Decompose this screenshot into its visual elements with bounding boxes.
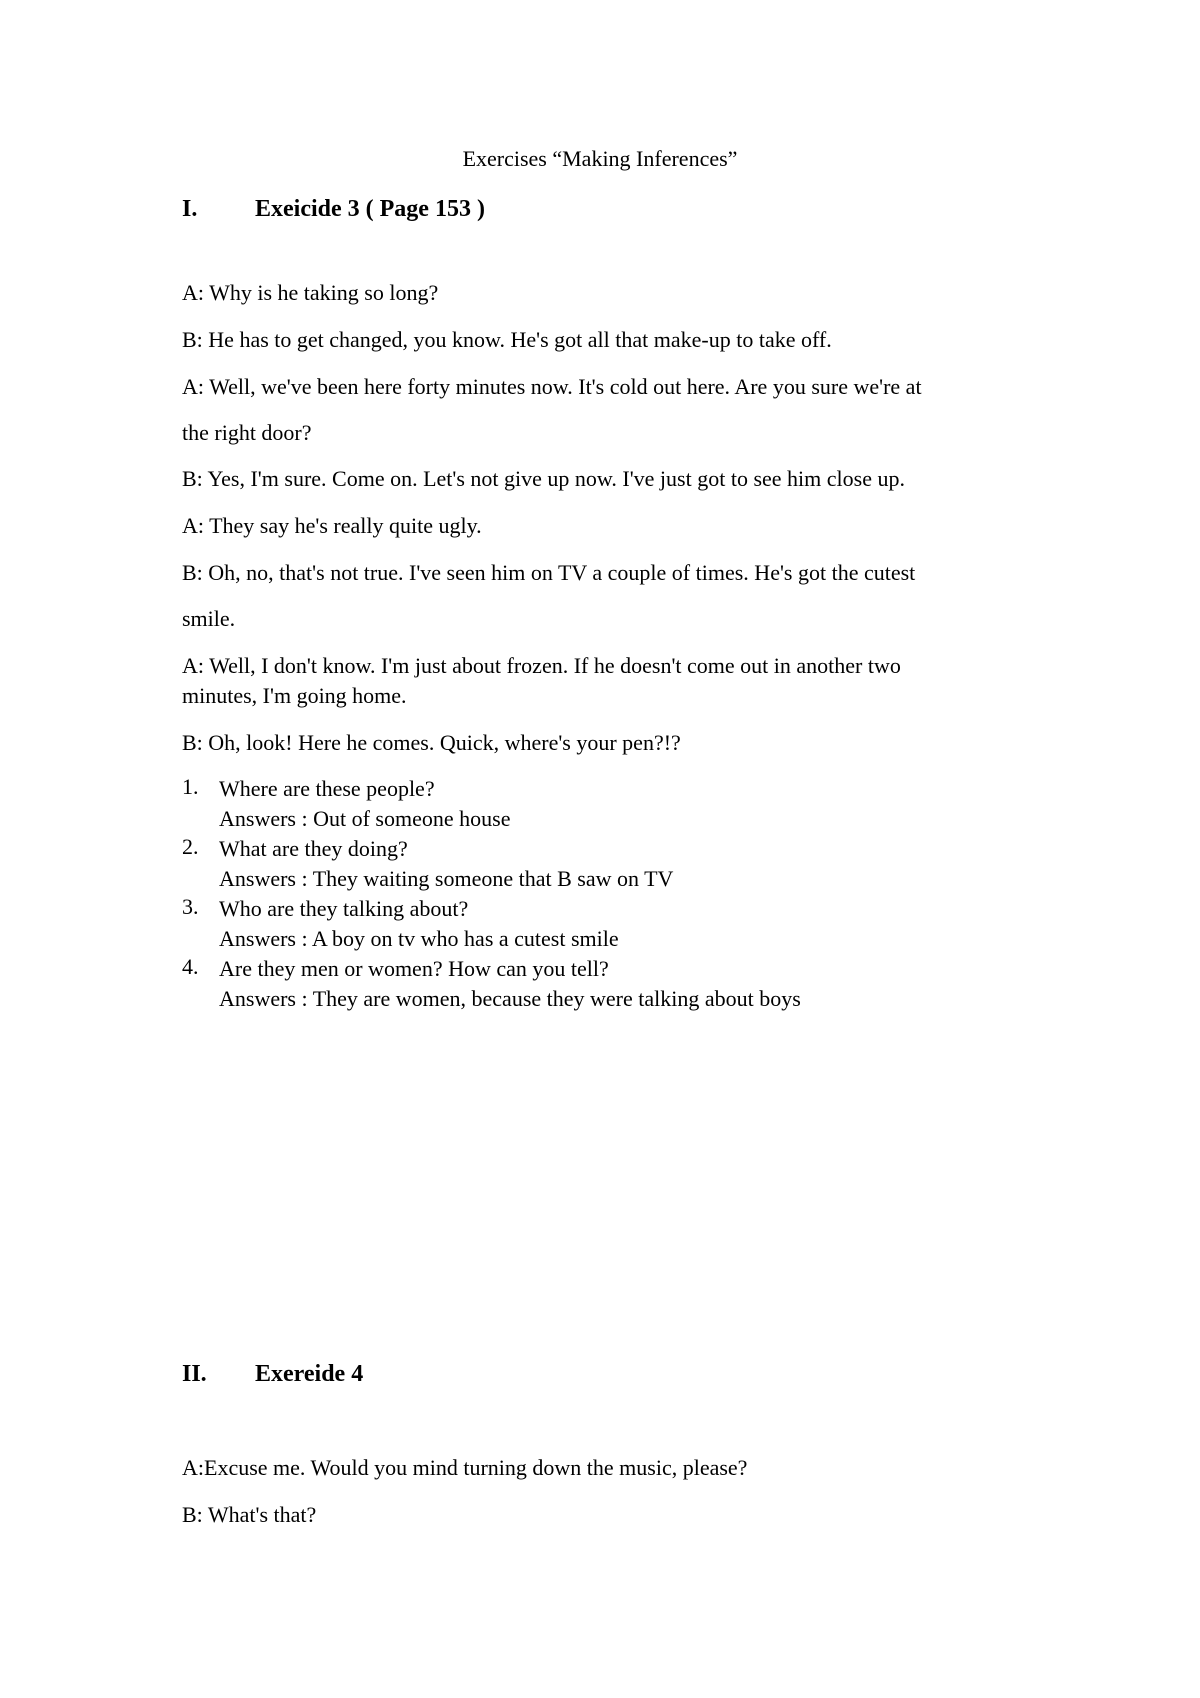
answer-text: Answers : They are women, because they were talking about boys [219, 986, 801, 1011]
question-number: 1. [182, 774, 199, 799]
question-text: Who are they talking about? [219, 896, 469, 921]
question-item [182, 774, 801, 834]
question-item [182, 894, 801, 954]
dialogue-line: minutes, I'm going home. [182, 683, 407, 708]
question-number: 2. [182, 834, 199, 859]
dialogue-line: B: Yes, I'm sure. Come on. Let's not give up now. I've just got to see him close up. [182, 466, 905, 491]
section-2-title: Exereide 4 [255, 1361, 364, 1387]
question-text: Are they men or women? How can you tell? [219, 956, 609, 981]
question-number: 3. [182, 894, 199, 919]
dialogue-line: A:Excuse me. Would you mind turning down the music, please? [182, 1455, 748, 1480]
section-1-title: Exeicide 3 ( Page 153 ) [255, 196, 485, 222]
dialogue-line: B: Oh, no, that's not true. I've seen him on TV a couple of times. He's got the cutest [182, 560, 916, 585]
dialogue-line: A: Why is he taking so long? [182, 280, 439, 305]
question-number: 4. [182, 954, 199, 979]
dialogue-line: B: What's that? [182, 1502, 317, 1527]
question-item [182, 954, 801, 1014]
dialogue-line: A: Well, we've been here forty minutes now. It's cold out here. Are you sure we're at [182, 374, 922, 399]
section-2-number: II. [182, 1361, 207, 1387]
question-list [182, 774, 801, 1014]
section-2-heading [182, 1361, 363, 1388]
question-item [182, 834, 801, 894]
section-1-heading [182, 196, 485, 223]
dialogue-line: B: He has to get changed, you know. He's got all that make-up to take off. [182, 327, 832, 352]
answer-text: Answers : A boy on tv who has a cutest smile [219, 926, 619, 951]
answer-text: Answers : They waiting someone that B saw on TV [219, 866, 674, 891]
dialogue-line: A: Well, I don't know. I'm just about frozen. If he doesn't come out in another two [182, 653, 901, 678]
dialogue-line: B: Oh, look! Here he comes. Quick, where's your pen?!? [182, 730, 681, 755]
answer-text: Answers : Out of someone house [219, 806, 511, 831]
dialogue-line: A: They say he's really quite ugly. [182, 513, 482, 538]
document-title: Exercises “Making Inferences” [462, 146, 738, 171]
section-1-number: I. [182, 196, 198, 222]
dialogue-line: the right door? [182, 420, 312, 445]
dialogue-line: smile. [182, 606, 236, 631]
question-text: What are they doing? [219, 836, 408, 861]
question-text: Where are these people? [219, 776, 435, 801]
